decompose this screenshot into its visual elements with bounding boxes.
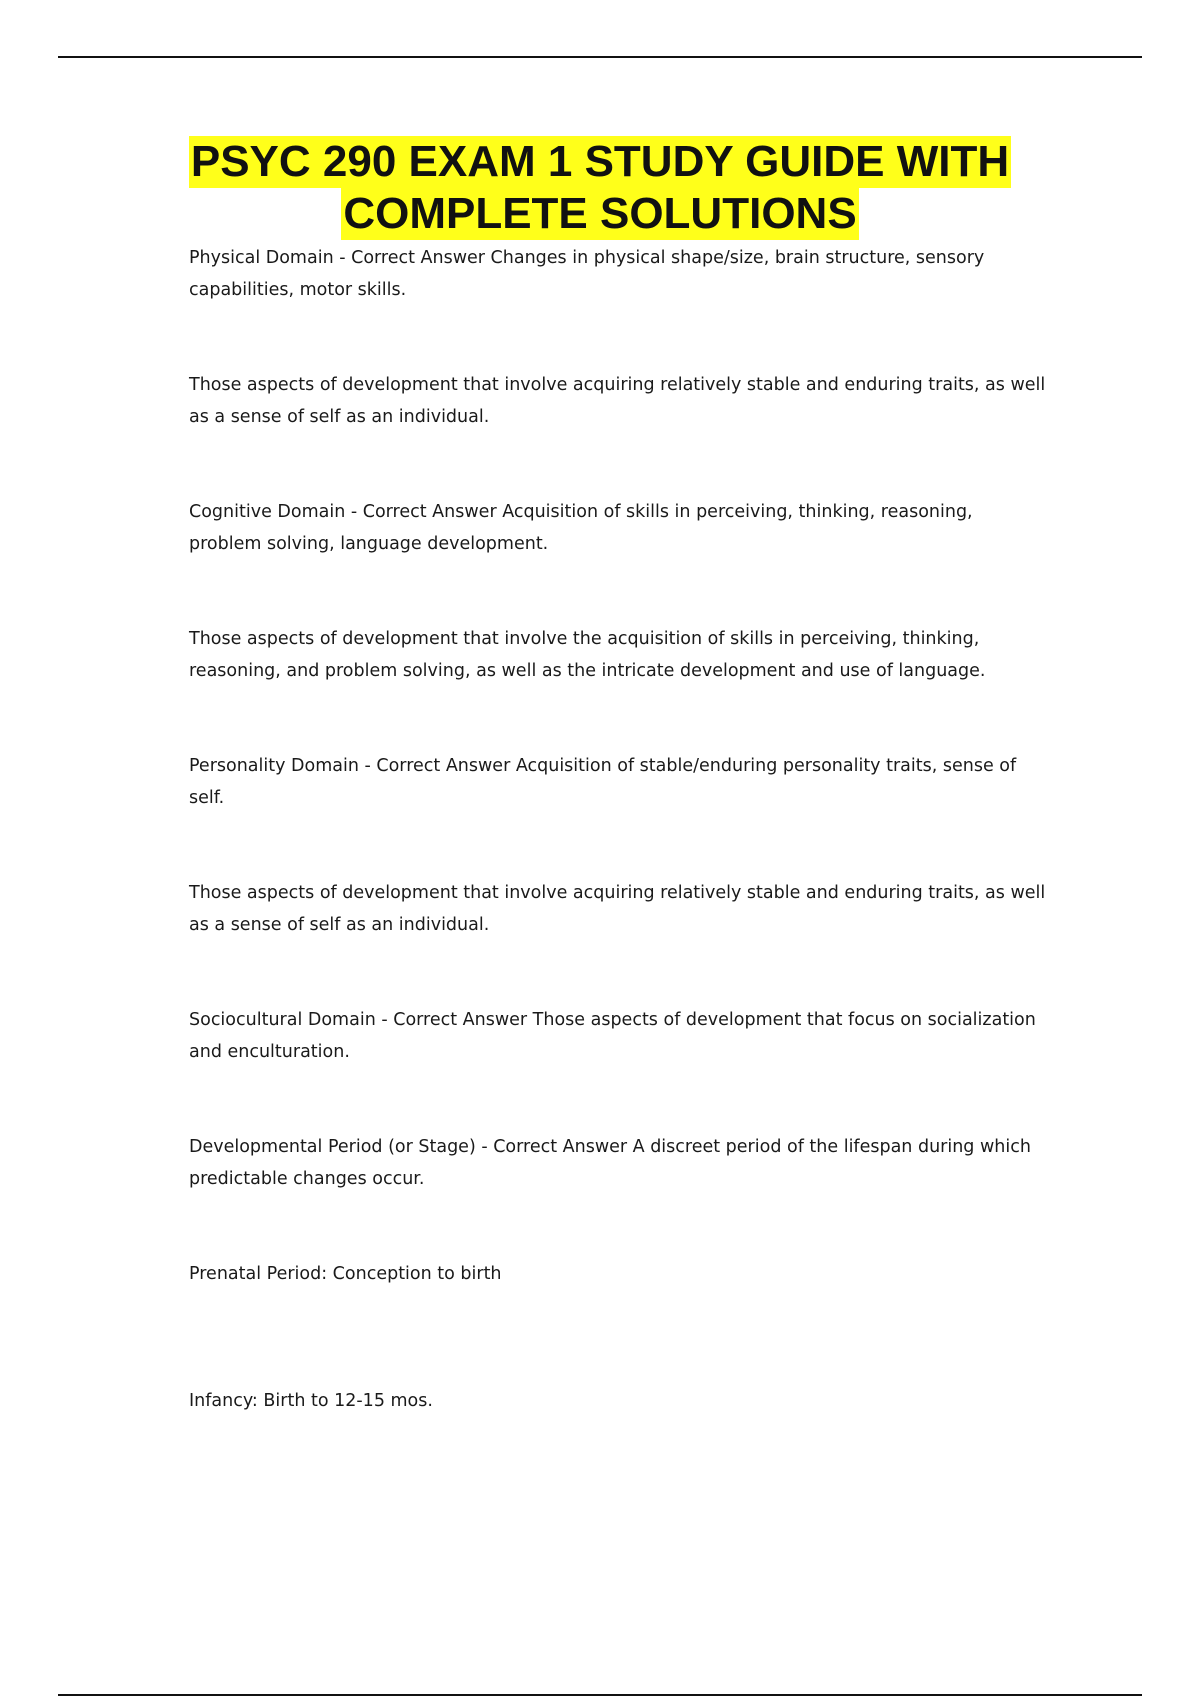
entry-physical-domain-definition: Those aspects of development that involve acquiring relatively stable and enduring traits, as well as a sense of self as an individual. [189,375,1046,427]
title-line-2: COMPLETE SOLUTIONS [343,189,857,238]
entry-sociocultural-domain: Sociocultural Domain - Correct Answer Those aspects of development that focus on socialization and enculturation. [189,1010,1036,1062]
document-title [0,136,1200,240]
entry-personality-domain-definition: Those aspects of development that involve acquiring relatively stable and enduring traits, as well as a sense of self as an individual. [189,883,1046,935]
entry-cognitive-domain-definition: Those aspects of development that involve the acquisition of skills in perceiving, thinking, reasoning, and problem solving, as well as the intricate development and use of language. [189,629,986,681]
entry-cognitive-domain: Cognitive Domain - Correct Answer Acquisition of skills in perceiving, thinking, reasoning, problem solving, language development. [189,502,973,554]
study-guide-entries [189,242,1049,1512]
title-line-1: PSYC 290 EXAM 1 STUDY GUIDE WITH [190,137,1010,186]
entry-personality-domain: Personality Domain - Correct Answer Acquisition of stable/enduring personality traits, sense of self. [189,756,1017,808]
top-rule [58,56,1142,58]
entry-physical-domain: Physical Domain - Correct Answer Changes in physical shape/size, brain structure, sensory capabilities, motor skills. [189,248,985,300]
entry-prenatal-period: Prenatal Period: Conception to birth [189,1264,502,1284]
entry-infancy: Infancy: Birth to 12-15 mos. [189,1391,433,1411]
bottom-rule [58,1694,1142,1696]
entry-developmental-period: Developmental Period (or Stage) - Correct Answer A discreet period of the lifespan during which predictable changes occur. [189,1137,1031,1189]
